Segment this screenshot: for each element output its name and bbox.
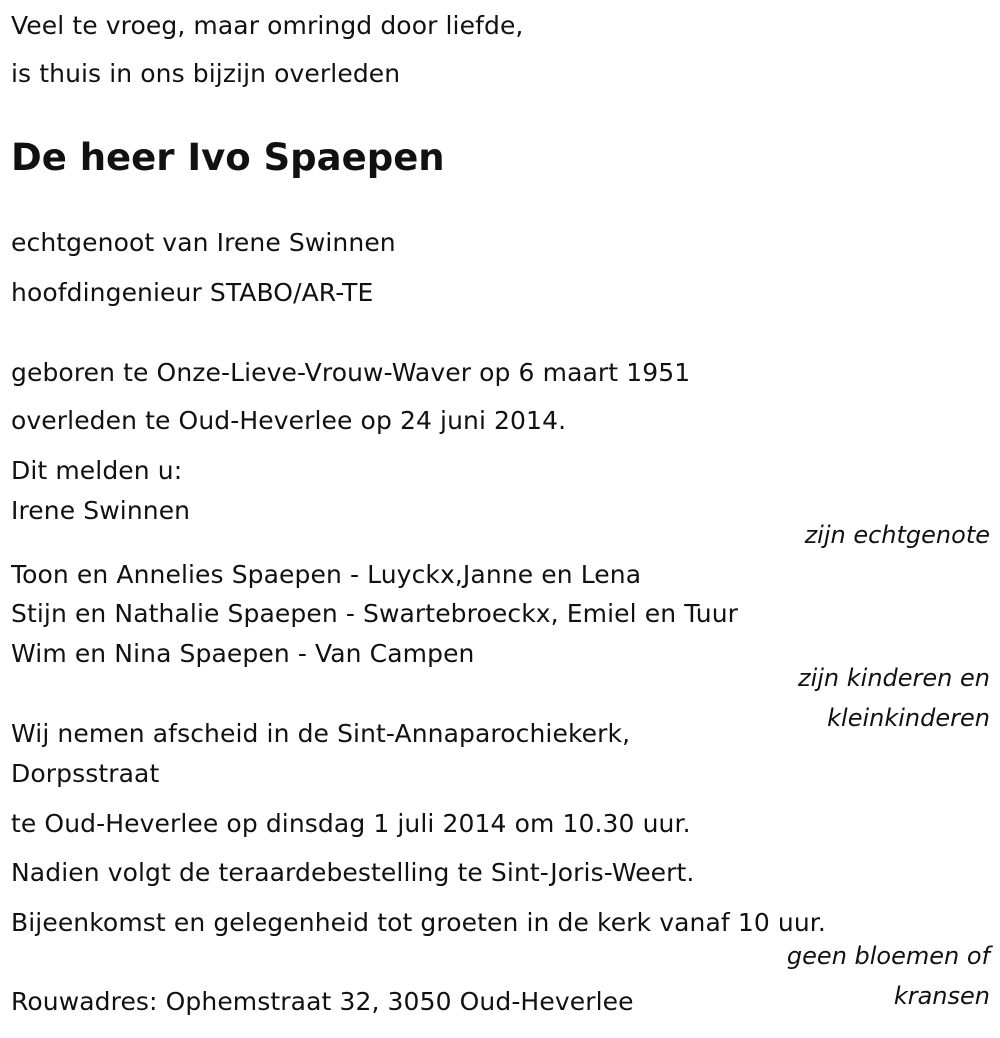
ceremony-line-2: Dorpsstraat [11, 759, 160, 788]
died-line: overleden te Oud-Heverlee op 24 juni 2014. [11, 406, 567, 435]
children-line-2: Stijn en Nathalie Spaepen - Swartebroeckx, Emiel en Tuur [11, 599, 739, 628]
children-line-3: Wim en Nina Spaepen - Van Campen [11, 639, 475, 668]
spouse-line: echtgenoot van Irene Swinnen [11, 228, 396, 257]
announcers-intro: Dit melden u: [11, 456, 183, 485]
ceremony-line-5: Bijeenkomst en gelegenheid tot groeten in de kerk vanaf 10 uur. [11, 908, 826, 937]
children-note-line-1: zijn kinderen en [798, 664, 990, 692]
ceremony-line-3: te Oud-Heverlee op dinsdag 1 juli 2014 om 10.30 uur. [11, 809, 691, 838]
children-note-line-2: kleinkinderen [827, 704, 990, 732]
intro-line-2: is thuis in ons bijzijn overleden [11, 59, 401, 88]
announcer-spouse: Irene Swinnen [11, 496, 191, 525]
spouse-note: zijn echtgenote [804, 521, 990, 549]
intro-line-1: Veel te vroeg, maar omringd door liefde, [11, 11, 524, 40]
flowers-note-line-2: kransen [893, 982, 990, 1010]
born-line: geboren te Onze-Lieve-Vrouw-Waver op 6 maart 1951 [11, 358, 691, 387]
ceremony-line-1: Wij nemen afscheid in de Sint-Annaparochiekerk, [11, 719, 631, 748]
deceased-name: De heer Ivo Spaepen [11, 136, 445, 179]
children-line-1: Toon en Annelies Spaepen - Luyckx,Janne en Lena [11, 560, 642, 589]
profession-line: hoofdingenieur STABO/AR-TE [11, 278, 374, 307]
ceremony-line-4: Nadien volgt de teraardebestelling te Sint-Joris-Weert. [11, 858, 695, 887]
address-line: Rouwadres: Ophemstraat 32, 3050 Oud-Heverlee [11, 987, 634, 1016]
flowers-note-line-1: geen bloemen of [786, 942, 990, 970]
